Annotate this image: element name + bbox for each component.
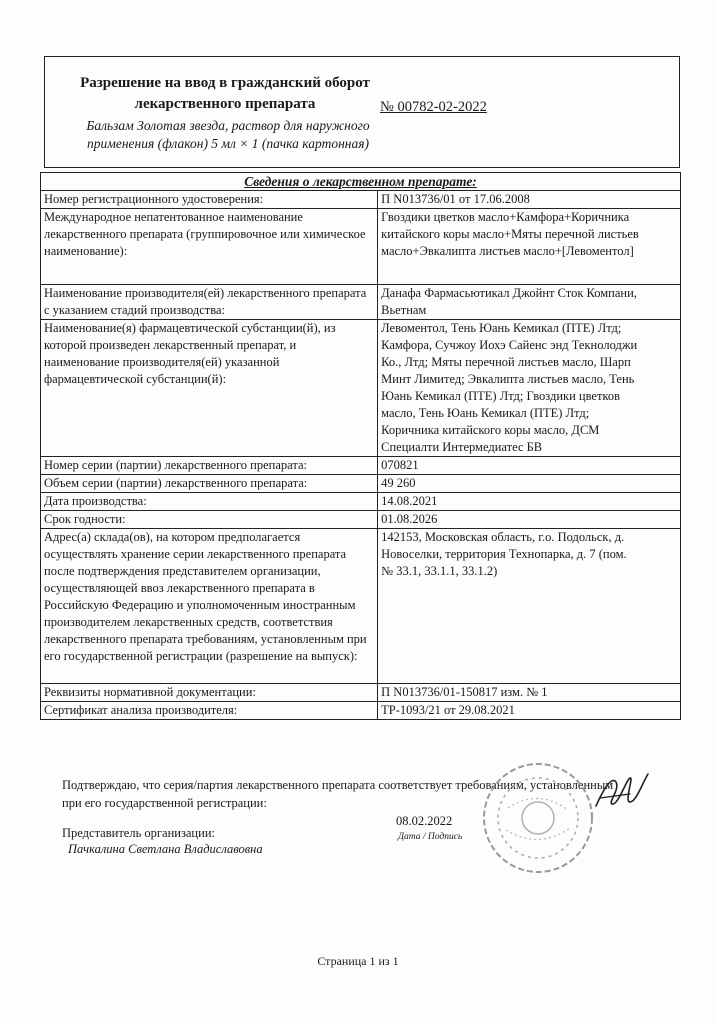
row-value-line: 14.08.2021	[381, 494, 438, 508]
row-value-line: Ко., Лтд; Мяты перечной листьев масло, Шарп	[381, 355, 631, 369]
row-label	[41, 475, 378, 493]
row-label	[41, 702, 378, 720]
row-label-line: Международное непатентованное наименование	[44, 210, 303, 224]
row-label-line: Наименование(я) фармацевтической субстанции(й), из	[44, 321, 336, 335]
row-value-line: Специалти Интермедиатес БВ	[381, 440, 543, 454]
row-value	[378, 529, 681, 684]
row-label-line: Номер регистрационного удостоверения:	[44, 192, 264, 206]
row-label-line: с указанием стадий производства:	[44, 303, 226, 317]
table-row	[41, 702, 681, 720]
section-title-row	[41, 173, 681, 191]
row-value-line: 01.08.2026	[381, 512, 438, 526]
row-value-line: масло+Эвкалипта листьев масло+[Левоментол]	[381, 244, 634, 258]
row-label-line: фармацевтической субстанции(й):	[44, 372, 227, 386]
row-label-line: Срок годности:	[44, 512, 126, 526]
header-box	[44, 56, 680, 168]
row-value-line: Коричника китайского коры масло, ДСМ	[381, 423, 600, 437]
table-row	[41, 511, 681, 529]
row-value	[378, 702, 681, 720]
row-label	[41, 529, 378, 684]
row-value	[378, 684, 681, 702]
handwritten-signature	[590, 768, 660, 818]
row-value-line: Гвоздики цветков масло+Камфора+Коричника	[381, 210, 630, 224]
confirmation-line-2: при его государственной регистрации:	[62, 796, 267, 810]
row-label-line: Объем серии (партии) лекарственного препарата:	[44, 476, 308, 490]
permit-number: № 00782-02-2022	[380, 99, 487, 115]
table-row	[41, 493, 681, 511]
row-label-line: производителем лекарственных средств, соответствия	[44, 615, 333, 629]
row-value-line: Левоментол, Тень Юань Кемикал (ПТЕ) Лтд;	[381, 321, 622, 335]
row-label-line: Российскую Федерацию и уполномоченным иностранным	[44, 598, 356, 612]
row-label	[41, 457, 378, 475]
row-value	[378, 457, 681, 475]
row-label-line: которой произведен лекарственный препарат, и	[44, 338, 297, 352]
description-line-2: применения (флакон) 5 мл × 1 (пачка картонная)	[87, 136, 369, 151]
row-label-line: Дата производства:	[44, 494, 147, 508]
row-label	[41, 285, 378, 320]
table-row	[41, 529, 681, 684]
row-value-line: 070821	[381, 458, 419, 472]
page-number: Страница 1 из 1	[317, 954, 399, 968]
drug-info-table	[40, 172, 681, 720]
row-value-line: П N013736/01-150817 изм. № 1	[381, 685, 548, 699]
row-value-line: № 33.1, 33.1.1, 33.1.2)	[381, 564, 498, 578]
table-row	[41, 285, 681, 320]
row-label-line: наименование):	[44, 244, 128, 258]
row-label	[41, 511, 378, 529]
row-value-line: Данафа Фармасьютикал Джойнт Сток Компани,	[381, 286, 637, 300]
row-value	[378, 511, 681, 529]
row-value-line: Камфора, Сучжоу Иохэ Сайенс энд Текнолоджи	[381, 338, 638, 352]
row-label-line: после подтверждения представителем организации,	[44, 564, 321, 578]
row-label	[41, 320, 378, 457]
table-row	[41, 475, 681, 493]
row-label	[41, 684, 378, 702]
table-row	[41, 320, 681, 457]
row-label-line: лекарственного препарата требованиям, установленным при	[44, 632, 367, 646]
row-value-line: Юань Кемикал (ПТЕ) Лтд; Гвоздики цветков	[381, 389, 621, 403]
row-value	[378, 191, 681, 209]
row-value	[378, 285, 681, 320]
row-label-line: лекарственного препарата (группировочное или химическое	[44, 227, 366, 241]
row-label-line: осуществляющей ввоз лекарственного препарата в	[44, 581, 315, 595]
row-value	[378, 475, 681, 493]
title-line-2: лекарственного препарата	[134, 96, 316, 112]
row-value-line: масло, Тень Юань Кемикал (ПТЕ) Лтд;	[381, 406, 590, 420]
row-label	[41, 191, 378, 209]
row-label-line: Сертификат анализа производителя:	[44, 703, 238, 717]
row-value-line: ТР-1093/21 от 29.08.2021	[381, 703, 515, 717]
representative-label: Представитель организации:	[62, 826, 215, 840]
row-value-line: 142153, Московская область, г.о. Подольск, д.	[381, 530, 625, 544]
table-row	[41, 457, 681, 475]
row-label-line: осуществлять хранение серии лекарственного препарата	[44, 547, 347, 561]
row-label	[41, 209, 378, 285]
product-description	[63, 117, 393, 153]
row-value-line: Минт Лимитед; Эвкалипта листьев масло, Тень	[381, 372, 635, 386]
row-value	[378, 493, 681, 511]
description-line-1: Бальзам Золотая звезда, раствор для наружного	[86, 118, 370, 133]
row-label	[41, 493, 378, 511]
title-line-1: Разрешение на ввод в гражданский оборот	[80, 75, 370, 91]
stamp-seal	[478, 758, 598, 878]
row-value-line: Вьетнам	[381, 303, 427, 317]
table-row	[41, 684, 681, 702]
row-label-line: наименование производителя(ей) указанной	[44, 355, 280, 369]
row-value	[378, 209, 681, 285]
section-title: Сведения о лекарственном препарате:	[41, 173, 681, 191]
row-label-line: его государственной регистрации (разрешение на выпуск):	[44, 649, 358, 663]
row-value-line: П N013736/01 от 17.06.2008	[381, 192, 530, 206]
row-label-line: Номер серии (партии) лекарственного препарата:	[44, 458, 308, 472]
row-value-line: Новоселки, территория Технопарка, д. 7 (пом.	[381, 547, 627, 561]
row-label-line: Адрес(а) склада(ов), на котором предполагается	[44, 530, 301, 544]
signature-date: 08.02.2022	[396, 814, 453, 828]
row-value-line: 49 260	[381, 476, 416, 490]
table-row	[41, 191, 681, 209]
row-label-line: Наименование производителя(ей) лекарственного препарата	[44, 286, 367, 300]
confirmation-line-1: Подтверждаю, что серия/партия лекарственного препарата соответствует требованиям, установленным	[62, 778, 614, 792]
table-row	[41, 209, 681, 285]
row-value-line: китайского коры масло+Мяты перечной листьев	[381, 227, 639, 241]
document-title	[65, 73, 385, 115]
row-label-line: Реквизиты нормативной документации:	[44, 685, 256, 699]
representative-name: Пачкалина Светлана Владиславовна	[68, 842, 263, 856]
row-value	[378, 320, 681, 457]
date-signature-caption: Дата / Подпись	[398, 832, 463, 842]
